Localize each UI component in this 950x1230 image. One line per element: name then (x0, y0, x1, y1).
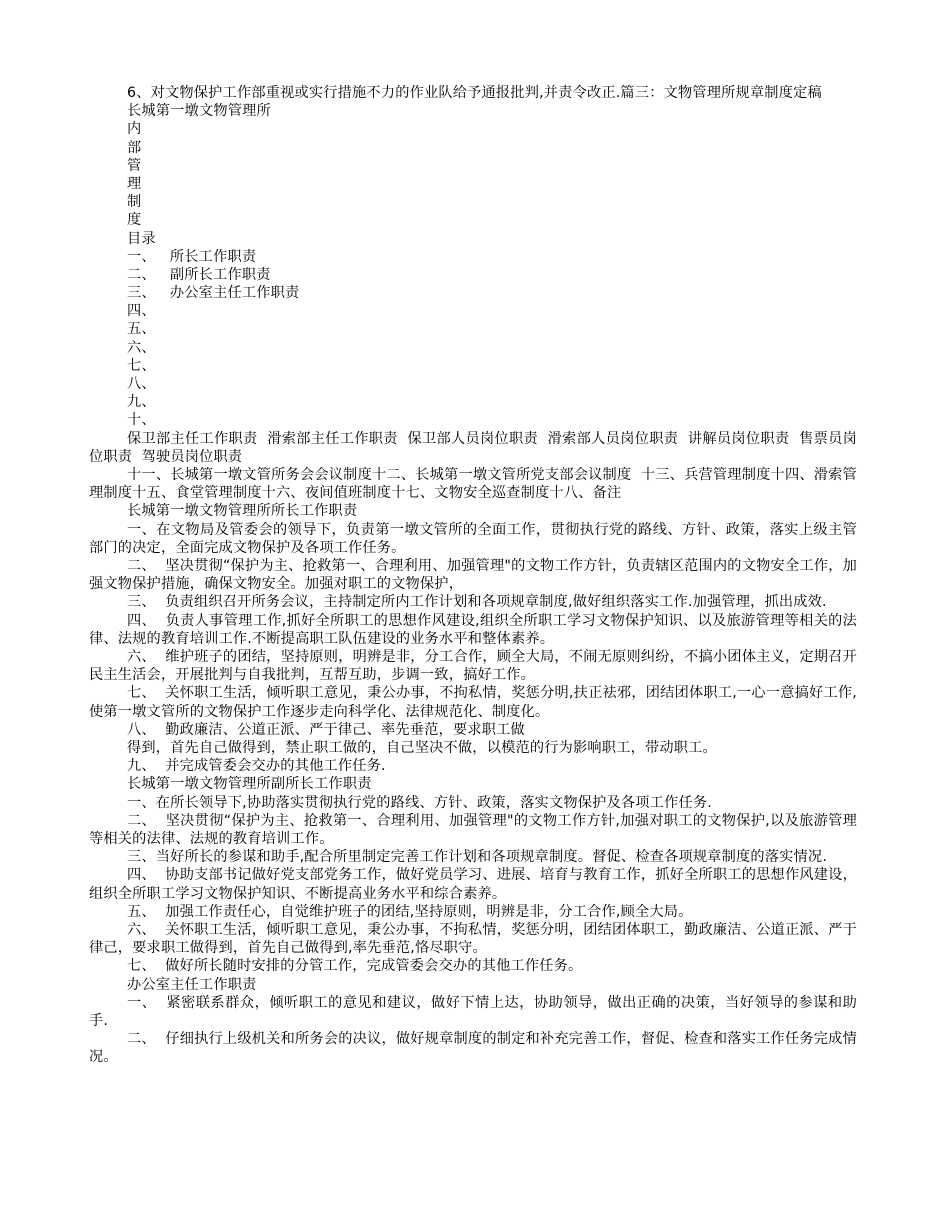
toc-item: 九、 (127, 394, 156, 411)
vertical-char: 度 (127, 212, 142, 229)
duty-item: 六、 关怀职工生活，倾听职工意见，秉公办事，不拘私情，奖惩分明，团结团体职工，勤政廉洁、公道正派、严于律己，要求职工做得到，首先自己做得到,率先垂范,恪尽职守。 (89, 922, 857, 957)
toc-item: 五、 (127, 321, 156, 338)
table-of-contents (89, 248, 857, 430)
vertical-char: 内 (127, 121, 142, 138)
duty-item: 二、 仔细执行上级机关和所务会的决议，做好规章制度的制定和补充完善工作，督促、检查和落实工作任务完成情况。 (89, 1031, 857, 1066)
duty-item: 六、 维护班子的团结，坚持原则，明辨是非，分工合作，顾全大局，不闹无原则纠纷，不搞小团体主义，定期召开民主生活会，开展批判与自我批判，互帮互助，步调一致，搞好工作。 (89, 649, 857, 684)
duty-item: 九、 并完成管委会交办的其他工作任务. (127, 758, 386, 775)
toc-label: 目录 (127, 230, 156, 247)
vertical-char: 制 (127, 194, 142, 211)
toc-item: 十、 (127, 412, 156, 429)
org-title: 长城第一墩文物管理所 (127, 103, 271, 120)
duty-item: 一、在所长领导下,协助落实贯彻执行党的路线、方针、政策，落实文物保护及各项工作任务. (127, 794, 712, 811)
duty-item: 三、 负责组织召开所务会议，主持制定所内工作计划和各项规章制度,做好组织落实工作.加强管理，抓出成效. (127, 594, 827, 611)
duty-item: 二、 坚决贯彻“保护为主、抢救第一、合理利用、加强管理"的文物工作方针,加强对职工的文物保护,以及旅游管理等相关的法律、法规的教育培训工作。 (89, 812, 857, 847)
toc-item: 四、 (127, 303, 156, 320)
duty-item: 四、 负责人事管理工作,抓好全所职工的思想作风建设,组织全所职工学习文物保护知识、以及旅游管理等相关的法律、法规的教育培训工作.不断提高职工队伍建设的业务水平和整体素养。 (89, 612, 857, 647)
duty-item: 一、在文物局及管委会的领导下，负责第一墩文管所的全面工作，贯彻执行党的路线、方针、政策，落实上级主管部门的决定，全面完成文物保护及各项工作任务。 (89, 521, 857, 556)
duty-item: 八、 勤政廉洁、公道正派、严于律己、率先垂范，要求职工做 (127, 721, 525, 738)
toc-item: 六、 (127, 339, 156, 356)
toc-item: 一、 所长工作职责 (127, 248, 257, 265)
vertical-title (89, 120, 857, 229)
duty-item: 七、 关怀职工生活，倾听职工意见，秉公办事，不拘私情，奖惩分明,扶正祛邪，团结团体职工,一心一意搞好工作,使第一墩文管所的文物保护工作逐步走向科学化、法律规范化、制度化。 (89, 685, 857, 720)
document-page (89, 84, 857, 1067)
duty-item: 一、 紧密联系群众，倾听职工的意见和建议，做好下情上达，协助领导，做出正确的决策，当好领导的参谋和助手. (89, 994, 857, 1029)
toc-continuation: 十一、长城第一墩文管所务会会议制度十二、长城第一墩文管所党支部会议制度 十三、兵营管理制度十四、滑索管理制度十五、食堂管理制度十六、夜间值班制度十七、文物安全巡查制度十八、备注 (89, 466, 857, 502)
duty-item: 七、 做好所长随时安排的分管工作，完成管委会交办的其他工作任务。 (127, 958, 583, 975)
duty-item: 二、 坚决贯彻“保护为主、抢救第一、合理利用、加强管理"的文物工作方针，负责辖区范围内的文物安全工作，加强文物保护措施，确保文物安全。加强对职工的文物保护， (89, 557, 857, 593)
section-title: 长城第一墩文物管理所所长工作职责 (127, 503, 358, 520)
toc-item: 七、 (127, 357, 156, 374)
duty-continuation: 得到，首先自己做得到，禁止职工做的，自己坚决不做，以模范的行为影响职工，带动职工。 (127, 740, 717, 757)
toc-item: 八、 (127, 376, 156, 393)
vertical-char: 部 (127, 139, 142, 156)
duty-item: 五、 加强工作责任心，自觉维护班子的团结,坚持原则，明辨是非，分工合作,顾全大局。 (127, 903, 693, 920)
toc-continuation: 保卫部主任工作职责 滑索部主任工作职责 保卫部人员岗位职责 滑索部人员岗位职责 讲解员岗位职责 售票员岗位职责 驾驶员岗位职责 (89, 430, 857, 465)
toc-item: 三、 办公室主任工作职责 (127, 285, 300, 302)
section-title: 办公室主任工作职责 (127, 976, 257, 993)
toc-item: 二、 副所长工作职责 (127, 266, 271, 283)
duty-item: 四、 协助支部书记做好党支部党务工作，做好党员学习、进展、培育与教育工作，抓好全所职工的思想作风建设，组织全所职工学习文物保护知识、不断提高业务水平和综合素养。 (89, 867, 857, 902)
vertical-char: 管 (127, 157, 142, 174)
vertical-char: 理 (127, 175, 142, 192)
paragraph-intro: 6、对文物保护工作部重视或实行措施不力的作业队给予通报批判,并责令改正.篇三：文物管理所规章制度定稿 (127, 85, 822, 101)
section-title: 长城第一墩文物管理所副所长工作职责 (127, 776, 372, 793)
duty-item: 三、当好所长的参谋和助手,配合所里制定完善工作计划和各项规章制度。督促、检查各项规章制度的落实情况. (127, 849, 828, 866)
